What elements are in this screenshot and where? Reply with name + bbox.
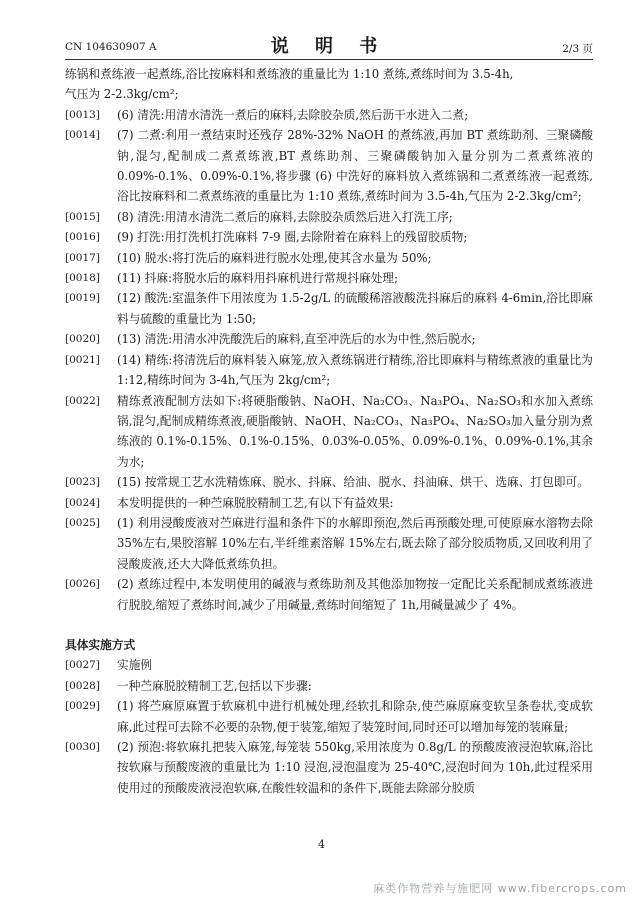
page-indicator: 2/3 页 — [562, 43, 593, 55]
paragraph-text: (1) 将苎麻原麻置于软麻机中进行机械处理,经软扎和除杂,使苎麻原麻变软呈条卷状,变成软麻,此过程可去除不必要的杂物,便于装笼,缩短了装笼时间,同时还可以增加每笼的装麻量; — [117, 699, 593, 734]
paragraph — [65, 493, 593, 513]
document-body — [65, 64, 593, 798]
paragraph — [65, 472, 593, 492]
paragraph — [65, 574, 593, 615]
paragraph — [65, 125, 593, 207]
paragraph — [65, 288, 593, 329]
paragraph-text: (1) 利用浸酸废液对苎麻进行温和条件下的水解即预泡,然后再预酸处理,可使原麻水溶物去除 35%左右,果胶溶解 10%左右,半纤维素溶解 15%左右,既去除了部分胶质物质,又回收利用了浸酸废液,还大大降低煮练负担。 — [117, 515, 593, 571]
paragraph — [65, 513, 593, 574]
paragraph-text: (10) 脱水:将打洗后的麻料进行脱水处理,使其含水量为 50%; — [117, 250, 432, 265]
paragraph-number: [0029] — [65, 700, 100, 713]
paragraph-number: [0030] — [65, 741, 100, 753]
document-title: 说 明 书 — [270, 36, 388, 57]
paragraph — [65, 207, 593, 227]
page-number: 4 — [318, 838, 325, 851]
paragraph-text: 实施例 — [117, 658, 153, 673]
paragraph-text: (14) 精练:将清洗后的麻料装入麻笼,放入煮练锅进行精练,浴比即麻料与精练煮液的重量比为 1:12,精练时间为 3-4h,气压为 2kg/cm²; — [117, 352, 593, 388]
paragraph-number: [0028] — [65, 679, 100, 692]
paragraph-number: [0017] — [65, 251, 100, 264]
paragraph-text: (12) 酸洗:室温条件下用浓度为 1.5-2g/L 的硫酸稀溶液酸洗抖麻后的麻料 4-6min,浴比即麻料与硫酸的重量比为 1:50; — [117, 291, 593, 326]
paragraph — [65, 268, 593, 288]
section-heading: 具体实施方式 — [65, 637, 136, 652]
paragraph-number: [0022] — [65, 394, 100, 407]
paragraph — [65, 655, 593, 675]
continuation-line: 练锅和煮练液一起煮练,浴比按麻料和煮练液的重量比为 1:10 煮练,煮练时间为 3.5-4h, — [65, 67, 514, 81]
header-divider — [65, 59, 593, 60]
paragraph-number: [0025] — [65, 516, 100, 529]
paragraph-text: (9) 打洗:用打洗机打洗麻料 7-9 圈,去除附着在麻料上的残留胶质物; — [117, 230, 468, 245]
paragraph-number: [0021] — [65, 353, 100, 366]
paragraph — [65, 105, 593, 125]
paragraph-number: [0013] — [65, 108, 100, 121]
paragraph-number: [0018] — [65, 272, 100, 285]
paragraph-number: [0024] — [65, 496, 100, 509]
paragraph-text: 一种苎麻脱胶精制工艺,包括以下步骤: — [117, 678, 312, 693]
paragraph — [65, 329, 593, 349]
paragraph — [65, 350, 593, 391]
paragraph — [65, 696, 593, 737]
paragraph — [65, 227, 593, 247]
watermark-text: 麻类作物营养与施肥网 www.fibercrops.com — [373, 882, 627, 895]
paragraph-text: (2) 煮练过程中,本发明使用的碱液与煮练助剂及其他添加物按一定配比关系配制成煮练液进行脱胶,缩短了煮练时间,减少了用碱量,煮练时间缩短了 1h,用碱量减少了 4%。 — [117, 577, 593, 612]
paragraph-text: 本发明提供的一种苎麻脱胶精制工艺,有以下有益效果: — [117, 495, 394, 510]
page-header — [65, 30, 593, 56]
paragraph-text: (11) 抖麻:将脱水后的麻料用抖麻机进行常规抖麻处理; — [117, 271, 399, 286]
paragraph-number: [0020] — [65, 333, 100, 346]
paragraph-number: [0014] — [65, 129, 100, 142]
paragraph-text: 精练煮液配制方法如下:将硬脂酸钠、NaOH、Na₂CO₃、Na₃PO₄、Na₂SO₃和水加入煮练锅,混匀,配制成精练煮液,硬脂酸钠、NaOH、Na₂CO₃、Na₃PO₄、Na₂SO₃加入量分别为煮练液的 0.1%-0.15%、0.1%-0.15%、0.03%-0.05%、0.09%-0.1%、0.09%-0.1%,其余为水; — [117, 393, 593, 469]
paragraph-number: [0027] — [65, 659, 100, 672]
paragraph-text: (6) 清洗:用清水清洗一煮后的麻料,去除胶杂质,然后沥干水进入二煮; — [117, 107, 469, 122]
paragraph — [65, 676, 593, 696]
paragraph-text: (13) 清洗:用清水冲洗酸洗后的麻料,直至冲洗后的水为中性,然后脱水; — [117, 332, 476, 347]
paragraph — [65, 248, 593, 268]
paragraph — [65, 737, 593, 798]
paragraph-number: [0023] — [65, 476, 100, 489]
paragraph-text: (7) 二煮:利用一煮结束时还残存 28%-32% NaOH 的煮练液,再加 BT 煮练助剂、三聚磷酸钠,混匀,配制成二煮煮练液,BT 煮练助剂、三聚磷酸钠加入量分别为二煮煮练液的 0.09%-0.1%、0.09%-0.1%,将步骤 (6) 中洗好的麻料放入煮练锅和二煮煮练液一起煮练,浴比按麻料和二煮煮练液的重量比为 1:10 煮练,煮练时间为 3.5-4h,气压为 2-2.3kg/cm²; — [117, 128, 593, 204]
paragraph-number: [0019] — [65, 292, 100, 305]
paragraph-text: (15) 按常规工艺水洗精炼麻、脱水、抖麻、给油、脱水、抖油麻、烘干、选麻、打包即可。 — [117, 475, 589, 490]
publication-number: CN 104630907 A — [65, 41, 157, 53]
paragraph-number: [0016] — [65, 231, 100, 244]
paragraph-text: (8) 清洗:用清水清洗二煮后的麻料,去除胶杂质然后进入打洗工序; — [117, 209, 453, 224]
continuation-line: 气压为 2-2.3kg/cm²; — [65, 87, 179, 102]
paragraph-text: (2) 预泡:将软麻扎把装入麻笼,每笼装 550kg,采用浓度为 0.8g/L 的预酸废液浸泡软麻,浴比按软麻与预酸废液的重量比为 1:10 浸泡,浸泡温度为 25-40℃,浸泡时间为 10h,此过程采用使用过的预酸废液浸泡软麻,在酸性较温和的条件下,既能去除部分胶质 — [117, 740, 593, 795]
paragraph-number: [0015] — [65, 210, 100, 223]
paragraph — [65, 391, 593, 473]
paragraph-number: [0026] — [65, 578, 100, 591]
